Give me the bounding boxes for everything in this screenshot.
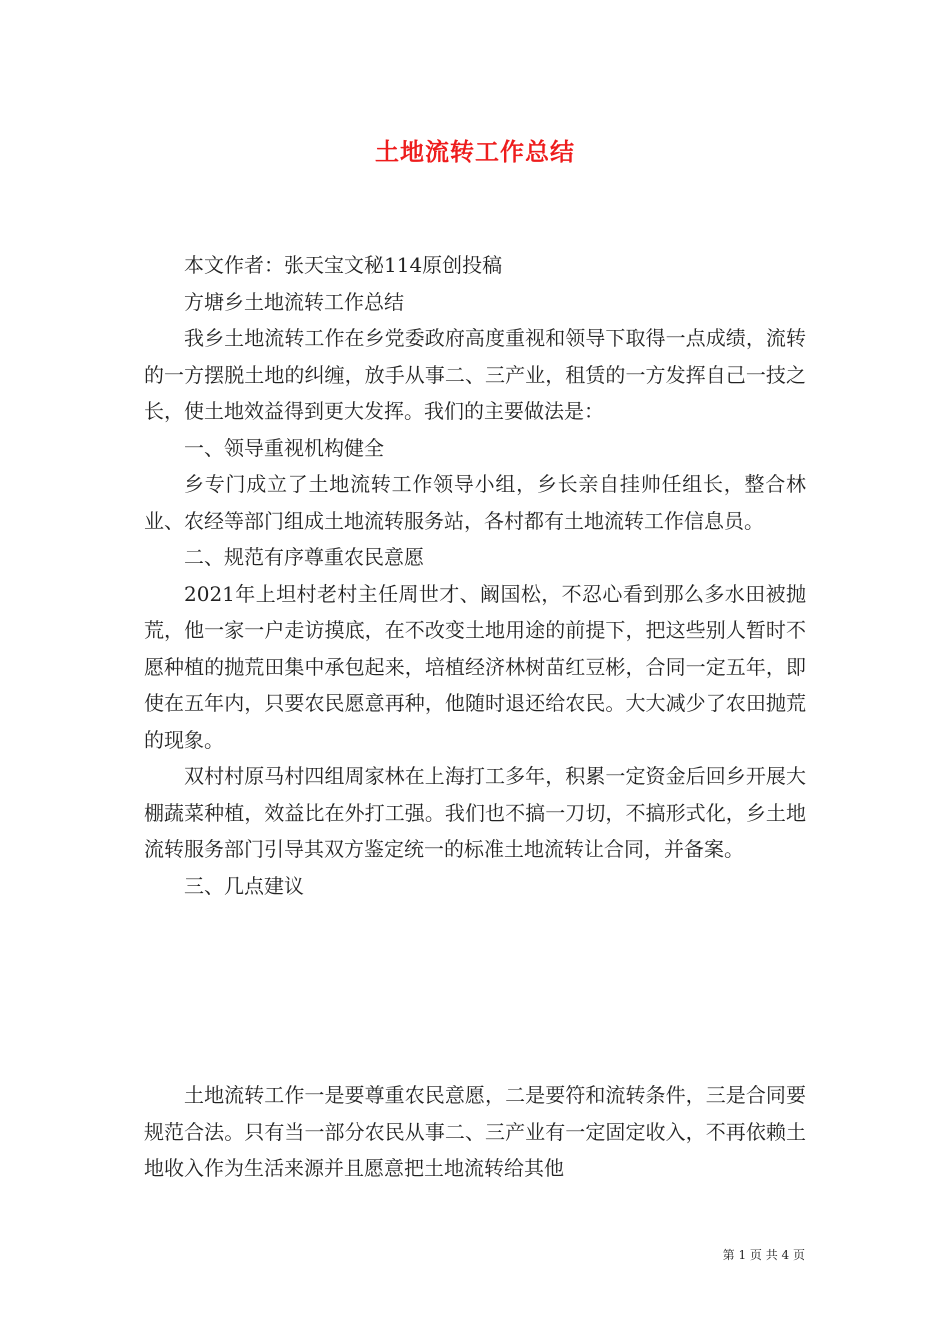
document-body-continued xyxy=(144,1077,806,1187)
section-heading-3: 三、几点建议 xyxy=(184,873,304,898)
paragraph-intro: 我乡土地流转工作在乡党委政府高度重视和领导下取得一点成绩，流转的一方摆脱土地的纠缠，放手从事二、三产业，租赁的一方发挥自己一技之长，使土地效益得到更大发挥。我们的主要做法是： xyxy=(144,326,806,423)
paragraph-section-3: 土地流转工作一是要尊重农民意愿，二是要符和流转条件，三是合同要规范合法。只有当一部分农民从事二、三产业有一定固定收入，不再依赖土地收入作为生活来源并且愿意把土地流转给其他 xyxy=(144,1083,806,1180)
document-title: 土地流转工作总结 xyxy=(375,137,575,166)
paragraph-section-2a: 2021年上坦村老村主任周世才、阚国松，不忍心看到那么多水田被抛荒，他一家一户走访摸底，在不改变土地用途的前提下，把这些别人暂时不愿种植的抛荒田集中承包起来，培植经济林树苗红豆彬，合同一定五年，即使在五年内，只要农民愿意再种，他随时退还给农民。大大减少了农田抛荒的现象。 xyxy=(144,581,806,752)
paragraph-section-1: 乡专门成立了土地流转工作领导小组，乡长亲自挂帅任组长，整合林业、农经等部门组成土地流转服务站，各村都有土地流转工作信息员。 xyxy=(144,472,806,533)
document-body xyxy=(144,247,806,904)
author-line: 本文作者：张天宝文秘114原创投稿 xyxy=(184,253,503,277)
paragraph-section-2b: 双村村原马村四组周家林在上海打工多年，积累一定资金后回乡开展大棚蔬菜种植，效益比在外打工强。我们也不搞一刀切，不搞形式化，乡土地流转服务部门引导其双方鉴定统一的标准土地流转让合同，并备案。 xyxy=(144,764,806,861)
page-number-footer: 第 1 页 共 4 页 xyxy=(722,1248,805,1262)
section-heading-2: 二、规范有序尊重农民意愿 xyxy=(184,545,424,569)
document-subtitle: 方塘乡土地流转工作总结 xyxy=(184,289,404,314)
section-heading-1: 一、领导重视机构健全 xyxy=(184,435,384,460)
